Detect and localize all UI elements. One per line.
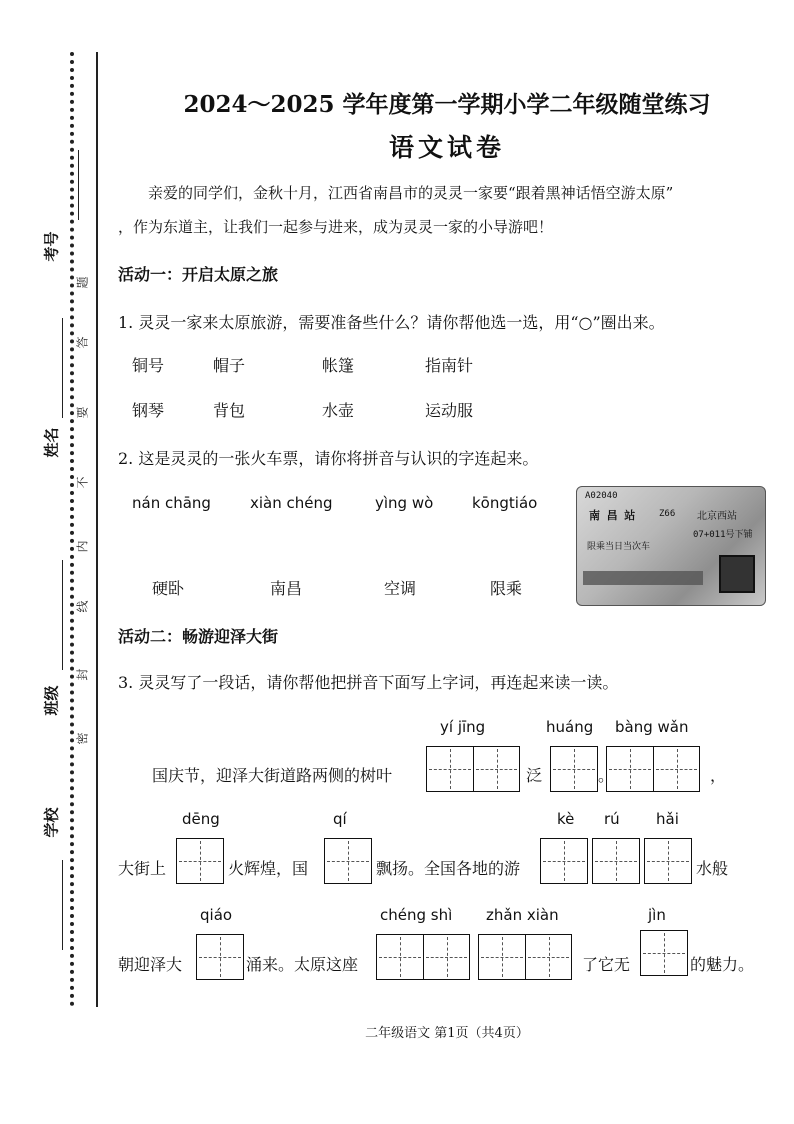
sentence-text: 涌来。太原这座 [246,955,359,974]
choice-item[interactable]: 铜号 [132,356,165,375]
margin-char: 不 [75,476,90,489]
choice-item[interactable]: 指南针 [425,356,474,375]
margin-char: 密 [75,732,90,745]
choice-item[interactable]: 背包 [213,401,246,420]
sentence-text: 大街上 [118,859,167,878]
page-subtitle: 语文试卷 [388,133,505,162]
sentence-text: 。 [598,766,615,785]
ticket-text: 南 昌 站 [589,509,636,522]
intro-line-2: ，作为东道主，让我们一起参与进来，成为灵灵一家的小导游吧！ [118,218,554,236]
sentence-text: 了它无 [582,955,631,974]
tianzige-box[interactable] [196,934,244,980]
word-item[interactable]: 南昌 [270,579,303,598]
pinyin-item[interactable]: nán chāng [132,494,211,512]
question-2-text: 2. 这是灵灵的一张火车票，请你将拼音与认识的字连起来。 [118,449,539,468]
intro-line-1: 亲爱的同学们，金秋十月，江西省南昌市的灵灵一家要“跟着黑神话悟空游太原” [148,184,674,202]
choice-item[interactable]: 运动服 [425,401,474,420]
pinyin-item[interactable]: xiàn chéng [250,494,333,512]
tianzige-box[interactable] [376,934,470,980]
word-item[interactable]: 限乘 [490,579,523,598]
question-1-text: 1. 灵灵一家来太原旅游，需要准备些什么？请你帮他选一选，用“○”圈出来。 [118,313,665,332]
pinyin-item[interactable]: yìng wò [375,494,434,512]
tianzige-box[interactable] [640,930,688,976]
tianzige-box[interactable] [540,838,588,884]
pinyin-hint: bàng wǎn [615,718,689,736]
exam-number-label: 考号 [42,231,61,262]
qr-code-icon [719,555,755,593]
pinyin-hint: huáng [546,718,594,736]
pinyin-hint: dēng [182,810,220,828]
ticket-text: 北京西站 [697,511,737,522]
pinyin-hint: qí [333,810,347,828]
tianzige-box[interactable] [644,838,692,884]
school-label: 学校 [42,807,61,838]
margin-char: 答 [75,336,90,349]
word-item[interactable]: 硬卧 [152,579,185,598]
sentence-text: 水般 [696,859,729,878]
margin-char: 要 [75,406,90,419]
pinyin-hint: qiáo [200,906,233,924]
margin-char: 内 [75,540,90,553]
sentence-text: 国庆节，迎泽大街道路两侧的树叶 [152,766,393,785]
dotted-binding-line [70,52,74,1007]
solid-border-line [96,52,98,1007]
margin-char: 封 [75,668,90,681]
margin-char: 线 [75,600,90,613]
tianzige-box[interactable] [478,934,572,980]
pinyin-hint: chéng shì [380,906,453,924]
choice-item[interactable]: 钢琴 [132,401,165,420]
tianzige-box[interactable] [176,838,224,884]
ticket-barcode-strip [583,571,703,585]
sentence-text: 火辉煌，国 [228,859,309,878]
tianzige-box[interactable] [550,746,598,792]
sentence-text: ， [710,766,727,785]
tianzige-box[interactable] [324,838,372,884]
pinyin-hint: hǎi [656,810,679,828]
pinyin-hint: rú [604,810,620,828]
ticket-text: A02040 [585,491,618,501]
activity-2-heading: 活动二：畅游迎泽大街 [118,627,279,646]
pinyin-hint: yí jīng [440,718,486,736]
word-item[interactable]: 空调 [384,579,417,598]
ticket-text: 07+011号下铺 [693,530,753,540]
train-ticket-image [576,486,766,606]
pinyin-hint: jìn [648,906,666,924]
choice-item[interactable]: 水壶 [322,401,355,420]
choice-item[interactable]: 帐篷 [322,356,355,375]
pinyin-hint: kè [557,810,575,828]
name-label: 姓名 [42,427,61,458]
sentence-text: 的魅力。 [690,955,755,974]
tianzige-box[interactable] [592,838,640,884]
name-blank[interactable] [62,318,63,418]
sentence-text: 飘扬。全国各地的游 [376,859,521,878]
activity-1-heading: 活动一：开启太原之旅 [118,265,279,284]
exam-number-blank[interactable] [78,150,79,220]
choice-item[interactable]: 帽子 [213,356,246,375]
sentence-text: 泛 [526,766,543,785]
class-label: 班级 [42,685,61,716]
ticket-text: Z66 [659,509,676,519]
school-blank[interactable] [62,860,63,950]
ticket-text: 限乘当日当次车 [587,542,651,552]
page-footer: 二年级语文 第1页（共4页） [365,1026,529,1041]
pinyin-hint: zhǎn xiàn [486,906,559,924]
pinyin-item[interactable]: kōngtiáo [472,494,538,512]
class-blank[interactable] [62,560,63,670]
page-title: 2024～2025 学年度第一学期小学二年级随堂练习 [183,91,711,118]
margin-char: 题 [75,276,90,289]
sentence-text: 朝迎泽大 [118,955,183,974]
tianzige-box[interactable] [606,746,700,792]
tianzige-box[interactable] [426,746,520,792]
question-3-text: 3. 灵灵写了一段话，请你帮他把拼音下面写上字词，再连起来读一读。 [118,673,619,692]
